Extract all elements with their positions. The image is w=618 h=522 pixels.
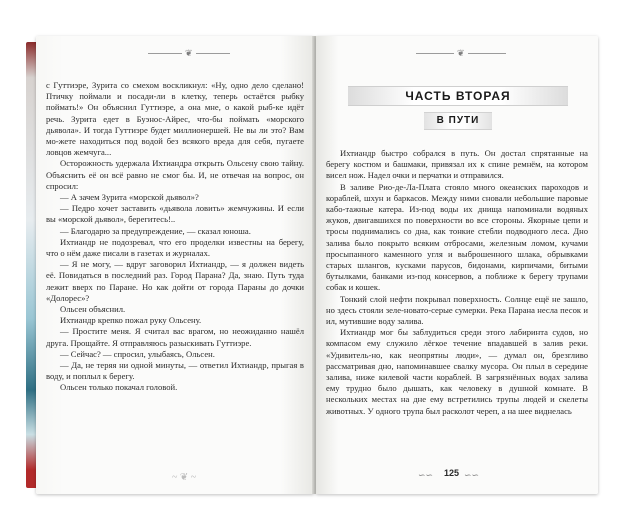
shell-icon: ❦ <box>457 48 465 58</box>
paragraph: Ихтиандр быстро собрался в путь. Он достал спрятанные на берегу костюм и башмаки, привязал их к спине ремнём, на котором висел нож. Надел очки и перчатки и отправился. <box>326 148 588 181</box>
wave-ornament-icon: ∽∽ <box>418 470 434 480</box>
paragraph: В заливе Рио-де-Ла-Плата стояло много океанских пароходов и кораблей, шхун и баркасов. Между ними сновали небольшие паровые кабо-тажные катера. Из-под воды их днища напоминали водяных жуков, двигавшихся по поверхности во все стороны. Якорные цепи и тросы поднимались со дна, как тонкие стебли подводного леса. Дно залива было покрыто всяким отбросами, железным ломом, кучами просыпанного каменного угля и выброшенного шлака, обрывками старых шлангов, кусками парусов, бидонами, кирпичами, битыми бутылками, банками из-под консервов, а поближе к берегу трупами собак и кошек. <box>326 181 588 293</box>
shell-icon: ❦ <box>185 48 193 58</box>
page-number: 125 <box>444 468 460 478</box>
paragraph: Ихтиандр мог бы заблудиться среди этого лабиринта судов, но компасом ему служило лёгкое течение впадавшей в залив реки. «Удивитель-но, как неопрятны люди», — думал он, брезгливо рассматривая дно, напоминавшее свалку мусора. Он плыл в середине залива, ниже килевой части кораблей. В загрязнённых водах залива ему трудно было дышать, как человеку в душной комнате. В нескольких местах на дне ему встретились трупы людей и скелеты животных. У одного трупа был расколот череп, а на шее виднелась <box>326 327 588 416</box>
paragraph: Ихтиандр не подозревал, что его проделки известны на берегу, что о нём даже писали в газетах и журналах. <box>46 236 304 259</box>
section-title: В ПУТИ <box>424 112 492 130</box>
paragraph: — А зачем Зурита «морской дьявол»? <box>60 192 199 203</box>
paragraph: Ольсен объяснил. <box>60 304 126 315</box>
paragraph: — Сейчас? — спросил, улыбаясь, Ольсен. <box>60 348 215 359</box>
header-ornament-left <box>148 48 230 56</box>
footer-ornament-left: ~ ❦ ~ <box>172 472 197 483</box>
wave-ornament-icon: ∽∽ <box>464 470 480 480</box>
paragraph: — Да, не теряя ни одной минуты, — ответил Ихтиандр, прыгая в воду, и поплыл к берегу. <box>46 360 304 382</box>
paragraph: Тонкий слой нефти покрывал поверхность. Солнце ещё не зашло, но здесь стояли зеле-новато-серые сумерки. Река Парана несла песок и ил, мутившие воду залива. <box>326 293 588 327</box>
paragraph: Ихтиандр крепко пожал руку Ольсену. <box>60 315 202 326</box>
chapter-title: ЧАСТЬ ВТОРАЯ <box>348 86 568 106</box>
paragraph: — Благодарю за предупреждение, — сказал юноша. <box>60 225 251 236</box>
open-book <box>26 36 606 498</box>
header-ornament-right <box>416 48 506 56</box>
paragraph: Ольсен только покачал головой. <box>60 382 178 393</box>
paragraph: с Гуттиэре, Зурита со смехом воскликнул: «Ну, одно дело сделано! Птичку поймали и посади-ли в клетку, теперь остаётся рыбку поймать!» Он объяснил Гуттиэре, а она мне, о какой рыб-ке идёт речь. Зурита едет в Буэнос-Айрес, что-бы поймать «морского дьявола». И тогда Гуттиэре будет миллионершей. Не вы ли это? Вам мо-жете находиться под водой без всякого вреда для себя, пугаете ловцов жемчуга... <box>46 80 304 158</box>
right-page-text <box>326 148 588 417</box>
paragraph: Осторожность удержала Ихтиандра открыть Ольсену свою тайну. Объяснить её он всё равно не смог бы. И, не отвечая на вопрос, он спросил: <box>46 158 304 191</box>
paragraph: — Педро хочет заставить «дьявола ловить» жемчужины. И если вы «морской дьявол», берегитесь!.. <box>46 203 304 225</box>
paragraph: — Простите меня. Я считал вас врагом, но неожиданно нашёл друга. Прощайте. Я отправляюсь разыскивать Гуттиэре. <box>46 326 304 348</box>
paragraph: — Я не могу, — вдруг заговорил Ихтиандр, — я должен видеть её. Повидаться в последний раз. Город Парана? Да, знаю. Путь туда лежит вверх по Паране. Но как дойти от города Параны до дочки «Долорес»? <box>46 259 304 303</box>
left-page-text <box>46 80 304 394</box>
